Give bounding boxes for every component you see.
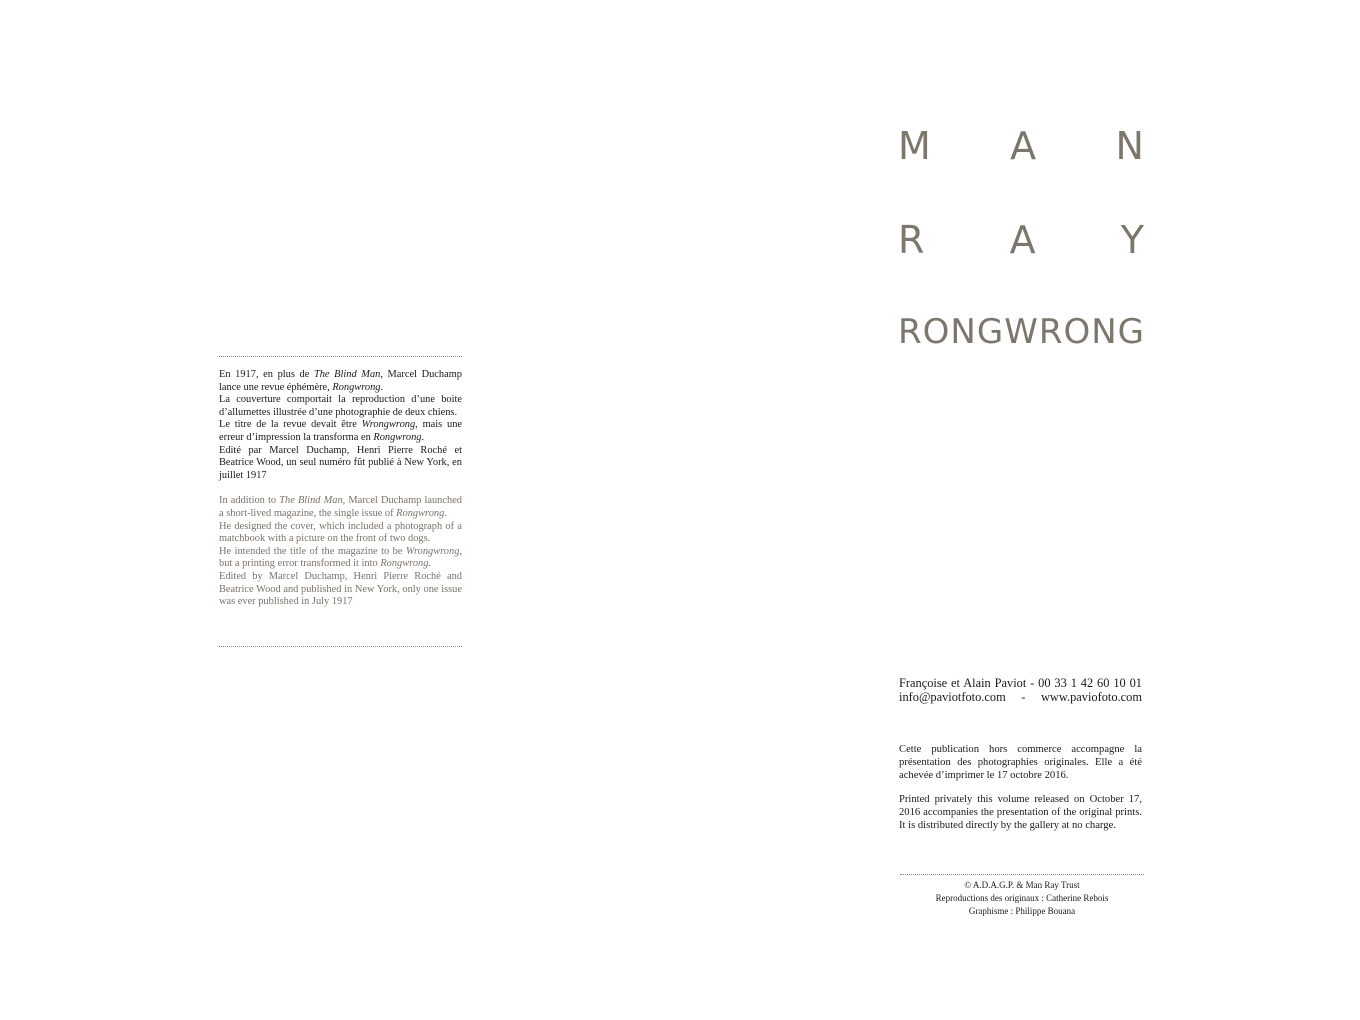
left-bottom-divider	[219, 646, 462, 647]
en-text: , but a printing error transformed it into	[219, 545, 462, 570]
description-text	[219, 369, 462, 609]
title-letter: N	[950, 312, 976, 352]
title-letter: A	[1010, 124, 1037, 168]
title-letter: G	[976, 312, 1004, 352]
notice-english: Printed privately this volume released on October 17, 2016 accompanies the presentation of the original prints. It is distributed directly by the gallery at no charge.	[899, 794, 1142, 831]
credits-block	[900, 879, 1144, 918]
credit-graphics: Graphisme : Philippe Bouana	[968, 906, 1076, 916]
en-text: In addition to	[219, 495, 280, 507]
en-text: .	[444, 507, 447, 519]
title-letter: W	[1004, 312, 1038, 352]
title-letter: A	[1009, 218, 1036, 262]
fr-text: Edité par Marcel Duchamp, Henri Pierre Roché et Beatrice Wood, un seul numéro fût publié à New York, en juillet 1917	[219, 444, 462, 481]
notice-french: Cette publication hors commerce accompagne la présentation des photographies originales. Elle a été achevée d’imprimer le 17 octobre 2016.	[899, 744, 1142, 781]
fr-line	[219, 419, 462, 444]
title-letter: G	[1117, 312, 1144, 352]
en-text: Edited by Marcel Duchamp, Henri Pierre Roché and Beatrice Wood and published in New York, only one issue was ever published in July 1917	[219, 570, 462, 608]
en-title-rongwrong: Rongwrong	[380, 558, 429, 570]
contact-separator: -	[1021, 689, 1026, 704]
fr-title-blind-man: The Blind Man	[313, 369, 381, 380]
en-text: He designed the cover, which included a photograph of a matchbook with a picture on the front of two dogs.	[219, 520, 462, 545]
contact-website[interactable]: www.paviofoto.com	[1040, 689, 1142, 704]
contact-web-line	[899, 691, 1142, 705]
title-man	[898, 126, 1144, 166]
title-letter: O	[1063, 312, 1091, 352]
en-line	[219, 546, 462, 571]
en-text: .	[428, 558, 432, 570]
fr-title-rongwrong: Rongwrong	[373, 431, 422, 443]
fr-text: , Marcel Duchamp lance une revue éphémère,	[219, 369, 462, 393]
fr-title-wrongwrong: Wrongwrong	[361, 419, 416, 431]
title-rongwrong	[898, 313, 1144, 351]
title-letter: N	[1091, 312, 1117, 352]
french-paragraph	[219, 369, 462, 482]
contact-block	[899, 677, 1142, 704]
credits-divider	[900, 874, 1144, 875]
title-letter: N	[1115, 124, 1144, 168]
credit-copyright: © A.D.A.G.P. & Man Ray Trust	[964, 880, 1080, 890]
left-top-divider	[219, 356, 462, 357]
publication-notice	[899, 744, 1142, 833]
title-letter: R	[898, 312, 922, 352]
title-letter: R	[898, 218, 925, 262]
fr-text: La couverture comportait la reproduction d’une boite d’allumettes illustrée d’une photographie de deux chiens.	[219, 394, 462, 418]
title-ray	[898, 220, 1144, 260]
en-title-wrongwrong: Wrongwrong	[405, 545, 460, 557]
fr-text: Le titre de la revue devait être	[219, 419, 362, 431]
title-letter: R	[1038, 312, 1063, 352]
en-text: He intended the title of the magazine to be	[219, 545, 406, 557]
title-letter: O	[922, 312, 950, 352]
en-title-rongwrong: Rongwrong	[396, 507, 445, 519]
contact-phone-line: Françoise et Alain Paviot - 00 33 1 42 60 10 01	[899, 676, 1142, 690]
title-letter: Y	[1120, 218, 1144, 262]
contact-email[interactable]: info@paviotfoto.com	[899, 689, 1006, 704]
fr-title-rongwrong: Rongwrong	[332, 381, 381, 393]
credit-reproductions: Reproductions des originaux : Catherine Rebois	[935, 893, 1109, 903]
fr-text: , mais une erreur d’impression la transforma en	[219, 419, 463, 443]
english-paragraph	[219, 495, 462, 608]
fr-text: .	[380, 381, 384, 393]
fr-text: En 1917, en plus de	[219, 369, 314, 380]
en-text: , Marcel Duchamp launched a short-lived magazine, the single issue of	[219, 495, 462, 519]
en-title-blind-man: The Blind Man	[279, 495, 343, 507]
fr-text: .	[421, 431, 425, 443]
title-letter: M	[898, 124, 931, 168]
